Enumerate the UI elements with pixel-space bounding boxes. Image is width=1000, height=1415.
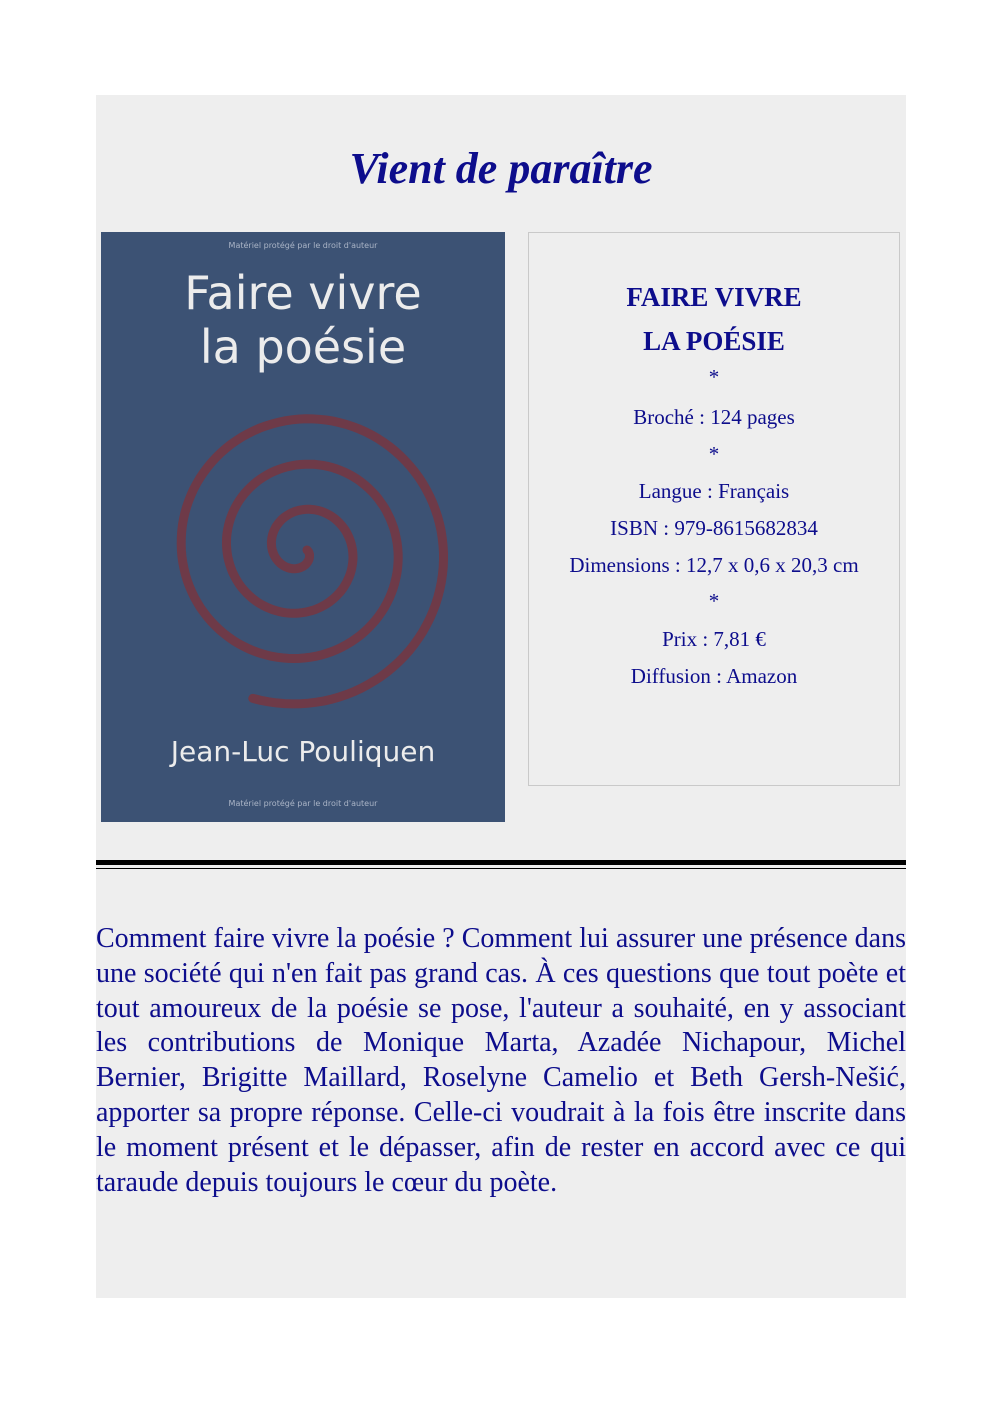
book-cover (101, 232, 505, 822)
cover-title-line2: la poésie (199, 320, 407, 374)
cover-watermark-bottom: Matériel protégé par le droit d'auteur (228, 799, 378, 808)
details-separator: * (708, 589, 720, 613)
details-distribution: Diffusion : Amazon (630, 664, 798, 688)
details-title-line1: FAIRE VIVRE (626, 282, 802, 312)
details-price: Prix : 7,81 € (662, 627, 766, 651)
divider-thick (96, 860, 906, 865)
divider-thin (96, 868, 906, 869)
page-heading: Vient de paraître (349, 144, 653, 193)
details-separator: * (708, 365, 720, 389)
book-summary: Comment faire vivre la poésie ? Comment lui assurer une présence dans une société qui n'en fait pas grand cas. À ces questions que tout poète et tout amoureux de la poésie se pose, l'auteur a souhaité, en y associant les contributions de Monique Marta, Azadée Nichapour, Michel Bernier, Brigitte Maillard, Roselyne Camelio et Beth Gersh-Nešić, apporter sa propre réponse. Celle-ci voudrait à la fois être inscrite dans le moment présent et le dépasser, afin de rester en accord avec ce qui taraude depuis toujours le cœur du poète. (96, 923, 906, 1198)
cover-author: Jean-Luc Pouliquen (170, 735, 436, 768)
book-details-box (528, 232, 900, 786)
details-language: Langue : Français (638, 479, 790, 503)
details-title-line2: LA POÉSIE (643, 326, 785, 356)
details-isbn: ISBN : 979-8615682834 (610, 516, 818, 540)
details-format: Broché : 124 pages (633, 405, 795, 429)
announcement-panel (96, 95, 906, 1298)
cover-title-line1: Faire vivre (184, 266, 422, 320)
details-dimensions: Dimensions : 12,7 x 0,6 x 20,3 cm (569, 553, 859, 577)
details-separator: * (708, 442, 720, 466)
cover-watermark-top: Matériel protégé par le droit d'auteur (228, 241, 378, 250)
